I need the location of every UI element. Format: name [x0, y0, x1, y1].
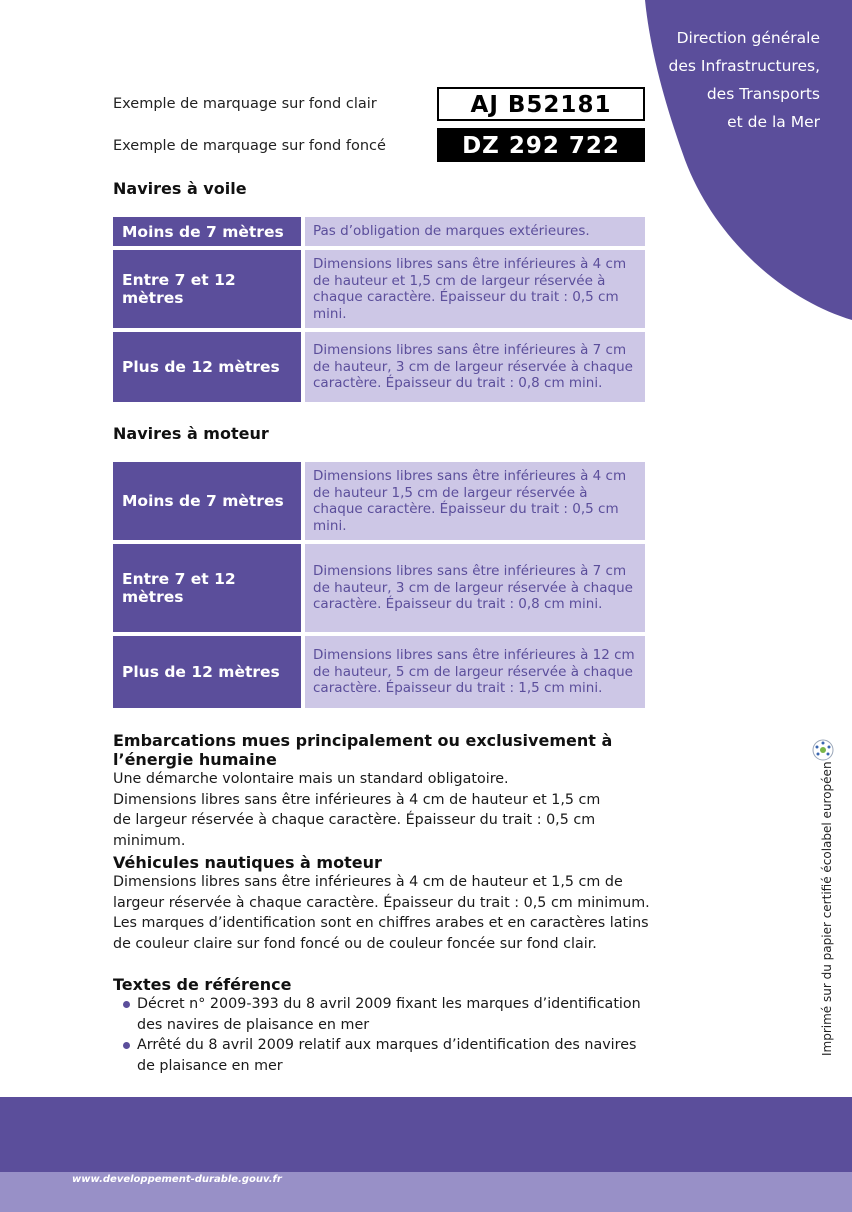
bullet-icon	[123, 1042, 130, 1049]
description-cell: Pas d’obligation de marques extérieures.	[305, 217, 645, 246]
description-cell: Dimensions libres sans être inférieures à 4 cm de hauteur et 1,5 cm de largeur réservée à chaque caractère. Épaisseur du trait : 0,5 cm mini.	[305, 250, 645, 328]
ecolabel-note: Imprimé sur du papier certifié écolabel européen	[820, 761, 834, 1056]
example-light-label: Exemple de marquage sur fond clair	[113, 96, 377, 112]
section-embarcations	[113, 731, 613, 851]
table-row	[113, 250, 645, 328]
paragraph: Les marques d’identification sont en chiffres arabes et en caractères latins de couleur claire sur fond foncé ou de couleur foncée sur fond clair.	[113, 915, 649, 952]
size-cell: Entre 7 et 12 mètres	[113, 250, 301, 328]
list-item	[113, 994, 653, 1035]
table-row	[113, 462, 645, 540]
reference-text: Arrêté du 8 avril 2009 relatif aux marques d’identification des navires de plaisance en mer	[137, 1037, 637, 1074]
ministry-line: et de la Mer	[727, 113, 820, 131]
reference-text: Décret n° 2009-393 du 8 avril 2009 fixant les marques d’identification des navires de plaisance en mer	[137, 996, 641, 1033]
size-cell: Moins de 7 mètres	[113, 217, 301, 246]
section-title-voile: Navires à voile	[113, 179, 247, 198]
paragraph: Dimensions libres sans être inférieures à 4 cm de hauteur et 1,5 cm de largeur réservée à chaque caractère. Épaisseur du trait : 0,5 cm minimum.	[113, 791, 601, 849]
footer-band	[0, 1097, 852, 1172]
ministry-line: Direction générale	[676, 29, 820, 47]
table-row	[113, 332, 645, 402]
ministry-line: des Infrastructures,	[668, 57, 820, 75]
table-row	[113, 544, 645, 632]
table-voile	[113, 217, 645, 406]
bullet-icon	[123, 1001, 130, 1008]
size-cell: Moins de 7 mètres	[113, 462, 301, 540]
section-title-vehicules: Véhicules nautiques à moteur	[113, 853, 382, 872]
footer-url-link[interactable]: www.developpement-durable.gouv.fr	[72, 1174, 282, 1185]
section-vehicules	[113, 853, 653, 954]
list-item	[113, 1035, 653, 1076]
size-cell: Plus de 12 mètres	[113, 636, 301, 708]
description-cell: Dimensions libres sans être inférieures à 4 cm de hauteur 1,5 cm de largeur réservée à chaque caractère. Épaisseur du trait : 0,5 cm mini.	[305, 462, 645, 540]
references-list	[113, 994, 653, 1076]
ecolabel-flower-icon	[808, 738, 838, 762]
example-dark-label: Exemple de marquage sur fond foncé	[113, 138, 386, 154]
paragraph: Une démarche volontaire mais un standard obligatoire.	[113, 771, 509, 787]
description-cell: Dimensions libres sans être inférieures à 7 cm de hauteur, 3 cm de largeur réservée à chaque caractère. Épaisseur du trait : 0,8 cm mini.	[305, 544, 645, 632]
example-dark-plate: DZ 292 722	[437, 128, 645, 162]
table-row	[113, 636, 645, 708]
description-cell: Dimensions libres sans être inférieures à 7 cm de hauteur, 3 cm de largeur réservée à chaque caractère. Épaisseur du trait : 0,8 cm mini.	[305, 332, 645, 402]
ministry-line: des Transports	[706, 85, 820, 103]
table-row	[113, 217, 645, 246]
size-cell: Plus de 12 mètres	[113, 332, 301, 402]
size-cell: Entre 7 et 12 mètres	[113, 544, 301, 632]
description-cell: Dimensions libres sans être inférieures à 12 cm de hauteur, 5 cm de largeur réservée à chaque caractère. Épaisseur du trait : 1,5 cm mini.	[305, 636, 645, 708]
example-light-plate: AJ B52181	[437, 87, 645, 121]
section-title-embarcations: Embarcations mues principalement ou exclusivement à l’énergie humaine	[113, 731, 613, 769]
ministry-name	[620, 24, 820, 136]
paragraph: Dimensions libres sans être inférieures à 4 cm de hauteur et 1,5 cm de largeur réservée à chaque caractère. Épaisseur du trait : 0,5 cm minimum.	[113, 874, 650, 911]
section-title-references: Textes de référence	[113, 975, 292, 994]
section-references	[113, 975, 653, 1076]
section-title-moteur: Navires à moteur	[113, 424, 269, 443]
table-moteur	[113, 462, 645, 712]
